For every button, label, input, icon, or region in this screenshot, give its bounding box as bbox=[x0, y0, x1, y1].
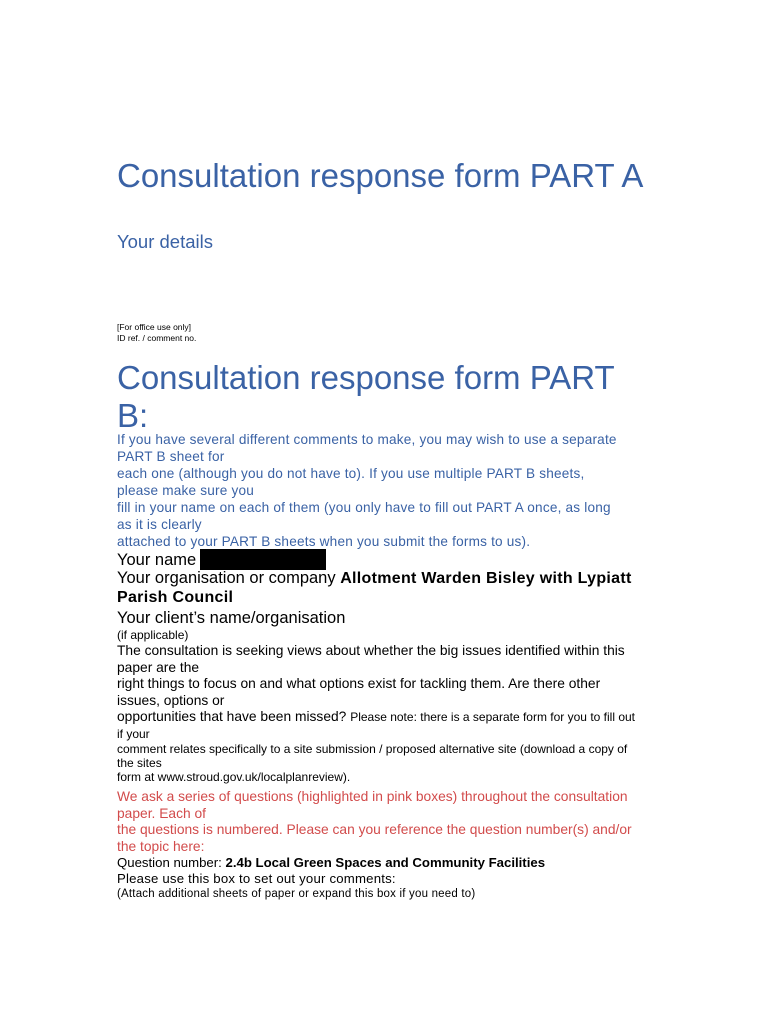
your-name-label: Your name bbox=[117, 551, 197, 569]
organisation-row bbox=[117, 569, 637, 607]
questions-note bbox=[117, 789, 637, 855]
client-note: (if applicable) bbox=[117, 628, 189, 642]
consultation-text bbox=[117, 643, 637, 784]
consultation-line: opportunities that have been missed? Please note: there is a separate form for you to fill out if your bbox=[117, 709, 636, 741]
client-name-label: Your client’s name/organisation bbox=[117, 609, 346, 627]
office-use-box bbox=[117, 322, 196, 344]
intro-line: each one (although you do not have to). If you use multiple PART B sheets, please make sure you bbox=[117, 466, 585, 498]
organisation-label: Your organisation or company bbox=[117, 569, 336, 587]
questions-note-line: We ask a series of questions (highlighted in pink boxes) throughout the consultation paper. Each of bbox=[117, 789, 628, 821]
office-id-ref-label: ID ref. / comment no. bbox=[117, 333, 197, 343]
consultation-line: right things to focus on and what options exist for tackling them. Are there other issues, options or bbox=[117, 676, 601, 708]
question-number-row bbox=[117, 855, 545, 871]
consultation-line: The consultation is seeking views about whether the big issues identified within this paper are the bbox=[117, 643, 625, 675]
questions-note-line: the questions is numbered. Please can you reference the question number(s) and/or the topic here: bbox=[117, 822, 632, 854]
your-name-row bbox=[117, 549, 326, 570]
part-b-intro bbox=[117, 431, 617, 550]
consultation-line: form at www.stroud.gov.uk/localplanreview). bbox=[117, 770, 351, 784]
consultation-line: comment relates specifically to a site submission / proposed alternative site (download a copy of the sites bbox=[117, 742, 628, 770]
part-a-subtitle: Your details bbox=[117, 231, 213, 252]
organisation-value: Allotment Warden Bisley with Lypiatt Parish Council bbox=[117, 570, 632, 606]
part-a-title: Consultation response form PART A bbox=[117, 157, 644, 194]
intro-line: attached to your PART B sheets when you submit the forms to us). bbox=[117, 534, 531, 549]
attach-note: (Attach additional sheets of paper or expand this box if you need to) bbox=[117, 888, 476, 900]
question-number-value: 2.4b Local Green Spaces and Community Facilities bbox=[225, 855, 546, 870]
redacted-name bbox=[200, 549, 326, 570]
intro-line: If you have several different comments to make, you may wish to use a separate PART B sheet for bbox=[117, 432, 617, 464]
intro-line: fill in your name on each of them (you only have to fill out PART A once, as long as it is clearly bbox=[117, 500, 611, 532]
part-b-title: Consultation response form PART B: bbox=[117, 359, 615, 434]
comments-instruction: Please use this box to set out your comments: bbox=[117, 871, 396, 886]
question-number-label: Question number: bbox=[117, 855, 222, 870]
office-use-label: [For office use only] bbox=[117, 322, 192, 332]
